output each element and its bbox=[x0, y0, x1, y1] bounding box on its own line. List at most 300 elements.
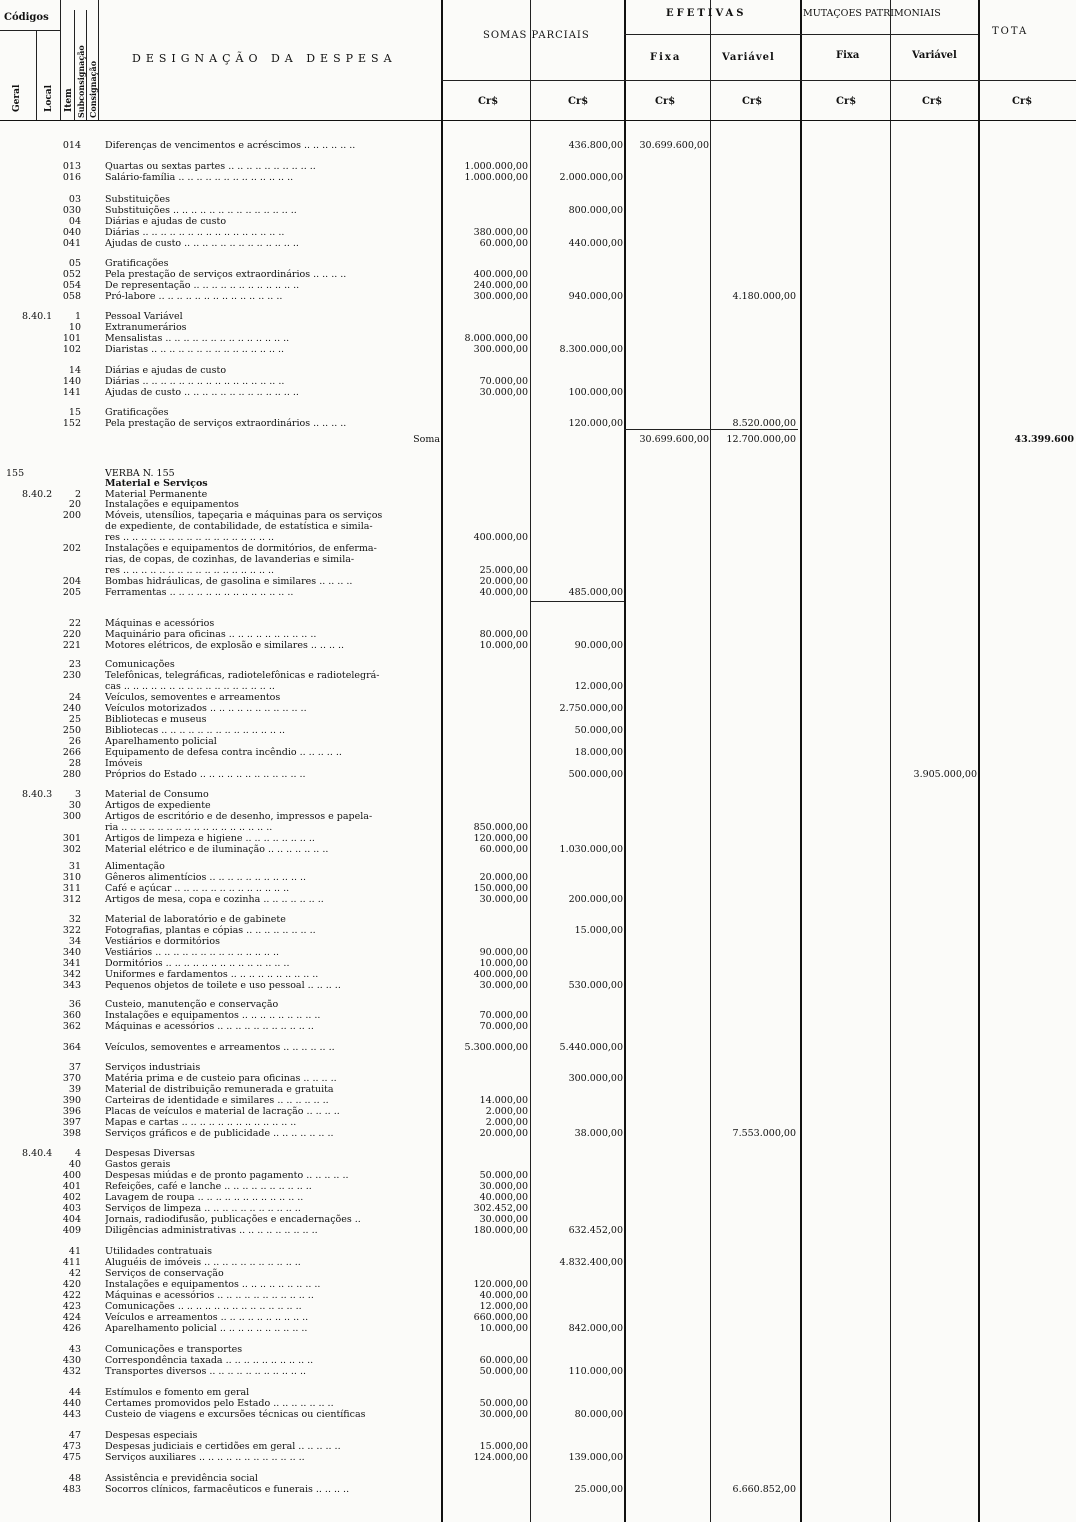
designacao-text: Pela prestação de serviços extraordinários .. .. .. .. bbox=[105, 269, 347, 280]
designacao-text: Serviços industriais bbox=[105, 1062, 201, 1073]
designacao-text: Comunicações bbox=[105, 659, 175, 670]
designacao-text: Refeições, café e lanche .. .. .. .. .. .. .. .. .. .. bbox=[105, 1181, 312, 1192]
code-geral: 8.40.4 bbox=[22, 1148, 53, 1159]
designacao-text: Maquinário para oficinas .. .. .. .. .. .. .. .. .. .. bbox=[105, 629, 317, 640]
partial-sum-2: 2.000.000,00 bbox=[559, 172, 623, 183]
code-geral: 8.40.3 bbox=[22, 789, 53, 800]
rule-subtotal-material bbox=[530, 601, 624, 602]
table-row bbox=[0, 811, 1076, 822]
code-consignacao: 364 bbox=[62, 1042, 81, 1053]
table-row bbox=[0, 1042, 1076, 1053]
designacao-text: Móveis, utensílios, tapeçaria e máquinas para os serviços bbox=[105, 510, 383, 521]
code-consignacao: 140 bbox=[62, 376, 81, 387]
table-row bbox=[0, 1279, 1076, 1290]
designacao-text: Estímulos e fomento em geral bbox=[105, 1387, 250, 1398]
designacao-text: Telefônicas, telegráficas, radiotelefônicas e radiotelegrá- bbox=[105, 670, 380, 681]
table-row bbox=[0, 758, 1076, 769]
partial-sum-2: 485.000,00 bbox=[568, 587, 623, 598]
designacao-text: Instalações e equipamentos de dormitórios, de enferma- bbox=[105, 543, 377, 554]
header-subconsignacao: Subconsignação bbox=[76, 45, 86, 118]
table-row bbox=[0, 1225, 1076, 1236]
partial-sum-1: 60.000,00 bbox=[479, 1355, 528, 1366]
header-currency-fixa: Cr$ bbox=[655, 96, 676, 107]
partial-sum-2: 15.000,00 bbox=[574, 925, 623, 936]
table-row bbox=[0, 640, 1076, 651]
table-row bbox=[0, 800, 1076, 811]
code-consignacao: 411 bbox=[62, 1257, 81, 1268]
code-consignacao: 342 bbox=[62, 969, 81, 980]
designacao-text: Despesas miúdas e de pronto pagamento .. .. .. .. .. bbox=[105, 1170, 349, 1181]
designacao-text: Substituições bbox=[105, 194, 170, 205]
partial-sum-1: 8.000.000,00 bbox=[464, 333, 528, 344]
designacao-text: Gêneros alimentícios .. .. .. .. .. .. .. .. .. .. .. bbox=[105, 872, 307, 883]
table-row bbox=[0, 692, 1076, 703]
code-consignacao: 221 bbox=[62, 640, 81, 651]
table-row bbox=[0, 565, 1076, 576]
designacao-text: Vestiários .. .. .. .. .. .. .. .. .. .. .. .. .. .. bbox=[105, 947, 280, 958]
code-consignacao: 397 bbox=[62, 1117, 81, 1128]
code-consignacao: 30 bbox=[68, 800, 81, 811]
designacao-text: Bibliotecas e museus bbox=[105, 714, 207, 725]
table-row bbox=[0, 747, 1076, 758]
code-consignacao: 432 bbox=[62, 1366, 81, 1377]
partial-sum-1: 50.000,00 bbox=[479, 1398, 528, 1409]
designacao-text: Material elétrico e de iluminação .. .. .. .. .. .. .. bbox=[105, 844, 329, 855]
rule-subheader-bottom bbox=[441, 80, 1076, 81]
table-row bbox=[0, 543, 1076, 554]
partial-sum-1: 1.000.000,00 bbox=[464, 172, 528, 183]
code-consignacao: 440 bbox=[62, 1398, 81, 1409]
code-consignacao: 041 bbox=[62, 238, 81, 249]
code-consignacao: 362 bbox=[62, 1021, 81, 1032]
code-geral: 8.40.2 bbox=[22, 489, 53, 500]
partial-sum-1: 302.452,00 bbox=[473, 1203, 528, 1214]
code-consignacao: 4 bbox=[74, 1148, 81, 1159]
table-row bbox=[0, 1473, 1076, 1484]
designacao-text: de expediente, de contabilidade, de estatística e simila- bbox=[105, 521, 373, 532]
designacao-text: Aluguéis de imóveis .. .. .. .. .. .. .. .. .. .. .. bbox=[105, 1257, 301, 1268]
partial-sum-1: 2.000,00 bbox=[485, 1106, 528, 1117]
code-consignacao: 016 bbox=[62, 172, 81, 183]
code-consignacao: 101 bbox=[62, 333, 81, 344]
designacao-text: Gratificações bbox=[105, 258, 169, 269]
designacao-text: Serviços de limpeza .. .. .. .. .. .. .. .. .. .. .. bbox=[105, 1203, 301, 1214]
partial-sum-1: 70.000,00 bbox=[479, 1010, 528, 1021]
header-currency-variavel: Cr$ bbox=[742, 96, 763, 107]
table-row bbox=[0, 1268, 1076, 1279]
table-row bbox=[0, 1021, 1076, 1032]
designacao-text: De representação .. .. .. .. .. .. .. .. .. .. .. .. bbox=[105, 280, 300, 291]
designacao-text: Substituições .. .. .. .. .. .. .. .. .. .. .. .. .. .. bbox=[105, 205, 297, 216]
designacao-text: Custeio, manutenção e conservação bbox=[105, 999, 279, 1010]
code-consignacao: 44 bbox=[68, 1387, 81, 1398]
designacao-text: Diaristas .. .. .. .. .. .. .. .. .. .. .. .. .. .. .. bbox=[105, 344, 285, 355]
partial-sum-2: 8.300.000,00 bbox=[559, 344, 623, 355]
code-consignacao: 36 bbox=[68, 999, 81, 1010]
header-total: TOTA bbox=[992, 26, 1029, 37]
partial-sum-1: 90.000,00 bbox=[479, 947, 528, 958]
partial-sum-1: 180.000,00 bbox=[473, 1225, 528, 1236]
partial-sum-1: 120.000,00 bbox=[473, 833, 528, 844]
table-row bbox=[0, 1203, 1076, 1214]
partial-sum-1: 10.000,00 bbox=[479, 958, 528, 969]
designacao-text: Placas de veículos e material de lacração .. .. .. .. bbox=[105, 1106, 340, 1117]
efetiva-variavel-value: 4.180.000,00 bbox=[732, 291, 796, 302]
designacao-text: Despesas Diversas bbox=[105, 1148, 195, 1159]
partial-sum-1: 120.000,00 bbox=[473, 1279, 528, 1290]
code-consignacao: 220 bbox=[62, 629, 81, 640]
partial-sum-2: 632.452,00 bbox=[568, 1225, 623, 1236]
code-consignacao: 312 bbox=[62, 894, 81, 905]
designacao-text: Serviços gráficos e de publicidade .. .. .. .. .. .. .. bbox=[105, 1128, 334, 1139]
designacao-text: Gratificações bbox=[105, 407, 169, 418]
partial-sum-2: 100.000,00 bbox=[568, 387, 623, 398]
table-row bbox=[0, 1128, 1076, 1139]
code-consignacao: 401 bbox=[62, 1181, 81, 1192]
header-efetivas-variavel: Variável bbox=[722, 52, 775, 63]
header-efetivas-fixa: Fixa bbox=[650, 52, 682, 63]
designacao-text: Diferenças de vencimentos e acréscimos .. .. .. .. .. .. bbox=[105, 140, 356, 151]
table-row bbox=[0, 1106, 1076, 1117]
table-row bbox=[0, 1159, 1076, 1170]
designacao-text: Uniformes e fardamentos .. .. .. .. .. .. .. .. .. .. bbox=[105, 969, 319, 980]
partial-sum-1: 70.000,00 bbox=[479, 376, 528, 387]
designacao-text: Ajudas de custo .. .. .. .. .. .. .. .. .. .. .. .. .. bbox=[105, 387, 299, 398]
code-consignacao: 05 bbox=[68, 258, 81, 269]
designacao-text: res .. .. .. .. .. .. .. .. .. .. .. .. .. .. .. .. .. bbox=[105, 565, 275, 576]
table-row bbox=[0, 844, 1076, 855]
code-geral: 155 bbox=[6, 468, 25, 479]
code-consignacao: 058 bbox=[62, 291, 81, 302]
table-row bbox=[0, 1073, 1076, 1084]
designacao-text: Assistência e previdência social bbox=[105, 1473, 258, 1484]
code-geral: 8.40.1 bbox=[22, 311, 53, 322]
partial-sum-1: 60.000,00 bbox=[479, 844, 528, 855]
code-consignacao: 054 bbox=[62, 280, 81, 291]
table-row bbox=[0, 333, 1076, 344]
partial-sum-2: 436.800,00 bbox=[568, 140, 623, 151]
table-row bbox=[0, 725, 1076, 736]
partial-sum-1: 124.000,00 bbox=[473, 1452, 528, 1463]
partial-sum-2: 4.832.400,00 bbox=[559, 1257, 623, 1268]
table-row bbox=[0, 1084, 1076, 1095]
designacao-text: ria .. .. .. .. .. .. .. .. .. .. .. .. .. .. .. .. .. bbox=[105, 822, 273, 833]
table-row bbox=[0, 344, 1076, 355]
code-consignacao: 475 bbox=[62, 1452, 81, 1463]
table-row bbox=[0, 958, 1076, 969]
designacao-text: Pequenos objetos de toilete e uso pessoal .. .. .. .. bbox=[105, 980, 341, 991]
partial-sum-1: 30.000,00 bbox=[479, 1181, 528, 1192]
code-consignacao: 430 bbox=[62, 1355, 81, 1366]
header-somas-parciais: SOMAS PARCIAIS bbox=[483, 30, 590, 41]
code-consignacao: 28 bbox=[68, 758, 81, 769]
table-row bbox=[0, 1301, 1076, 1312]
designacao-text: Imóveis bbox=[105, 758, 143, 769]
table-row bbox=[0, 387, 1076, 398]
header-local: Local bbox=[44, 84, 54, 112]
table-row bbox=[0, 1095, 1076, 1106]
code-consignacao: 266 bbox=[62, 747, 81, 758]
code-consignacao: 04 bbox=[68, 216, 81, 227]
code-consignacao: 360 bbox=[62, 1010, 81, 1021]
table-row bbox=[0, 822, 1076, 833]
code-consignacao: 47 bbox=[68, 1430, 81, 1441]
code-consignacao: 402 bbox=[62, 1192, 81, 1203]
table-row bbox=[0, 629, 1076, 640]
designacao-text: Diárias e ajudas de custo bbox=[105, 365, 227, 376]
designacao-text: Ferramentas .. .. .. .. .. .. .. .. .. .. .. .. .. .. bbox=[105, 587, 294, 598]
header-mutacoes: MUTAÇOES PATRIMONIAIS bbox=[803, 8, 941, 19]
table-row bbox=[0, 1010, 1076, 1021]
designacao-text: Comunicações e transportes bbox=[105, 1344, 243, 1355]
code-consignacao: 403 bbox=[62, 1203, 81, 1214]
table-row bbox=[0, 365, 1076, 376]
partial-sum-1: 50.000,00 bbox=[479, 1170, 528, 1181]
table-row bbox=[0, 1409, 1076, 1420]
table-row bbox=[0, 205, 1076, 216]
code-consignacao: 301 bbox=[62, 833, 81, 844]
code-consignacao: 03 bbox=[68, 194, 81, 205]
designacao-text: Dormitórios .. .. .. .. .. .. .. .. .. .. .. .. .. .. bbox=[105, 958, 290, 969]
table-row bbox=[0, 1387, 1076, 1398]
mutacao-variavel-value: 3.905.000,00 bbox=[913, 769, 977, 780]
designacao-text: Veículos motorizados .. .. .. .. .. .. .. .. .. .. .. bbox=[105, 703, 307, 714]
code-consignacao: 422 bbox=[62, 1290, 81, 1301]
table-row bbox=[0, 714, 1076, 725]
code-consignacao: 404 bbox=[62, 1214, 81, 1225]
code-consignacao: 141 bbox=[62, 387, 81, 398]
table-row bbox=[0, 1181, 1076, 1192]
code-consignacao: 230 bbox=[62, 670, 81, 681]
code-consignacao: 423 bbox=[62, 1301, 81, 1312]
partial-sum-1: 40.000,00 bbox=[479, 1192, 528, 1203]
designacao-text: Artigos de expediente bbox=[105, 800, 211, 811]
partial-sum-1: 80.000,00 bbox=[479, 629, 528, 640]
partial-sum-1: 240.000,00 bbox=[473, 280, 528, 291]
code-consignacao: 39 bbox=[68, 1084, 81, 1095]
designacao-text: Certames promovidos pelo Estado .. .. .. .. .. .. .. bbox=[105, 1398, 334, 1409]
designacao-text: Motores elétricos, de explosão e similares .. .. .. .. bbox=[105, 640, 345, 651]
designacao-text: Pessoal Variável bbox=[105, 311, 183, 322]
code-consignacao: 48 bbox=[68, 1473, 81, 1484]
header-mutacoes-variavel: Variável bbox=[912, 50, 957, 61]
table-row bbox=[0, 1344, 1076, 1355]
partial-sum-1: 300.000,00 bbox=[473, 291, 528, 302]
partial-sum-2: 200.000,00 bbox=[568, 894, 623, 905]
table-row bbox=[0, 1257, 1076, 1268]
designacao-text: Material de Consumo bbox=[105, 789, 209, 800]
partial-sum-1: 30.000,00 bbox=[479, 1214, 528, 1225]
code-consignacao: 15 bbox=[68, 407, 81, 418]
table-row bbox=[0, 1192, 1076, 1203]
designacao-text: Máquinas e acessórios .. .. .. .. .. .. .. .. .. .. .. bbox=[105, 1021, 314, 1032]
designacao-text: Material e Serviços bbox=[105, 478, 208, 489]
partial-sum-2: 1.030.000,00 bbox=[559, 844, 623, 855]
table-row bbox=[0, 703, 1076, 714]
designacao-text: Vestiários e dormitórios bbox=[105, 936, 220, 947]
header-efetivas: EFETIVAS bbox=[666, 8, 747, 19]
partial-sum-2: 2.750.000,00 bbox=[559, 703, 623, 714]
table-row bbox=[0, 618, 1076, 629]
code-consignacao: 41 bbox=[68, 1246, 81, 1257]
designacao-text: Despesas judiciais e certidões em geral .. .. .. .. .. bbox=[105, 1441, 341, 1452]
partial-sum-2: 800.000,00 bbox=[568, 205, 623, 216]
table-row bbox=[0, 1246, 1076, 1257]
code-consignacao: 42 bbox=[68, 1268, 81, 1279]
partial-sum-1: 20.000,00 bbox=[479, 576, 528, 587]
table-row bbox=[0, 407, 1076, 418]
rule-group-header-bottom bbox=[624, 34, 978, 35]
code-consignacao: 2 bbox=[74, 489, 81, 500]
partial-sum-2: 18.000,00 bbox=[574, 747, 623, 758]
designacao-text: Salário-família .. .. .. .. .. .. .. .. .. .. .. .. .. bbox=[105, 172, 294, 183]
partial-sum-2: 940.000,00 bbox=[568, 291, 623, 302]
partial-sum-1: 50.000,00 bbox=[479, 1366, 528, 1377]
header-mutacoes-fixa: Fixa bbox=[836, 50, 860, 61]
code-consignacao: 014 bbox=[62, 140, 81, 151]
designacao-text: Socorros clínicos, farmacêuticos e funerais .. .. .. .. bbox=[105, 1484, 350, 1495]
designacao-text: VERBA N. 155 bbox=[105, 468, 175, 479]
code-consignacao: 37 bbox=[68, 1062, 81, 1073]
table-row bbox=[0, 894, 1076, 905]
designacao-text: Artigos de mesa, copa e cozinha .. .. .. .. .. .. .. bbox=[105, 894, 324, 905]
header-currency-mut-variavel: Cr$ bbox=[922, 96, 943, 107]
table-row bbox=[0, 947, 1076, 958]
partial-sum-2: 50.000,00 bbox=[574, 725, 623, 736]
designacao-text: Café e açúcar .. .. .. .. .. .. .. .. .. .. .. .. .. bbox=[105, 883, 290, 894]
partial-sum-1: 10.000,00 bbox=[479, 1323, 528, 1334]
table-row bbox=[0, 789, 1076, 800]
designacao-text: Alimentação bbox=[105, 861, 165, 872]
rule-code-columns bbox=[98, 0, 99, 120]
table-row bbox=[0, 736, 1076, 747]
table-row bbox=[0, 1441, 1076, 1452]
partial-sum-1: 60.000,00 bbox=[479, 238, 528, 249]
rule-codigos-split bbox=[60, 0, 61, 120]
table-row bbox=[0, 499, 1076, 510]
designacao-text: Pela prestação de serviços extraordinários .. .. .. .. bbox=[105, 418, 347, 429]
header-geral: Geral bbox=[12, 84, 22, 112]
table-row bbox=[0, 322, 1076, 333]
designacao-text: Soma bbox=[413, 434, 440, 445]
partial-sum-1: 15.000,00 bbox=[479, 1441, 528, 1452]
table-row bbox=[0, 172, 1076, 183]
code-consignacao: 3 bbox=[74, 789, 81, 800]
header-item: Item bbox=[64, 88, 74, 112]
code-consignacao: 400 bbox=[62, 1170, 81, 1181]
partial-sum-2: 80.000,00 bbox=[574, 1409, 623, 1420]
partial-sum-2: 90.000,00 bbox=[574, 640, 623, 651]
table-row bbox=[0, 532, 1076, 543]
code-consignacao: 473 bbox=[62, 1441, 81, 1452]
table-row bbox=[0, 269, 1076, 280]
partial-sum-1: 14.000,00 bbox=[479, 1095, 528, 1106]
designacao-text: cas .. .. .. .. .. .. .. .. .. .. .. .. .. .. .. .. .. bbox=[105, 681, 275, 692]
code-consignacao: 398 bbox=[62, 1128, 81, 1139]
partial-sum-1: 40.000,00 bbox=[479, 587, 528, 598]
code-consignacao: 341 bbox=[62, 958, 81, 969]
table-row bbox=[0, 1062, 1076, 1073]
designacao-text: Aparelhamento policial .. .. .. .. .. .. .. .. .. .. bbox=[105, 1323, 308, 1334]
code-consignacao: 31 bbox=[68, 861, 81, 872]
table-row bbox=[0, 258, 1076, 269]
code-consignacao: 409 bbox=[62, 1225, 81, 1236]
efetiva-fixa-value: 30.699.600,00 bbox=[639, 434, 709, 445]
partial-sum-1: 400.000,00 bbox=[473, 532, 528, 543]
code-consignacao: 32 bbox=[68, 914, 81, 925]
table-row bbox=[0, 434, 1076, 445]
code-consignacao: 300 bbox=[62, 811, 81, 822]
code-consignacao: 310 bbox=[62, 872, 81, 883]
table-row bbox=[0, 194, 1076, 205]
table-row bbox=[0, 418, 1076, 429]
table-row bbox=[0, 554, 1076, 565]
efetiva-variavel-value: 12.700.000,00 bbox=[726, 434, 796, 445]
designacao-text: Instalações e equipamentos .. .. .. .. .. .. .. .. .. bbox=[105, 1279, 321, 1290]
code-consignacao: 23 bbox=[68, 659, 81, 670]
designacao-text: Diárias .. .. .. .. .. .. .. .. .. .. .. .. .. .. .. .. bbox=[105, 227, 285, 238]
designacao-text: Mensalistas .. .. .. .. .. .. .. .. .. .. .. .. .. .. bbox=[105, 333, 290, 344]
code-consignacao: 370 bbox=[62, 1073, 81, 1084]
partial-sum-2: 500.000,00 bbox=[568, 769, 623, 780]
designacao-text: Equipamento de defesa contra incêndio .. .. .. .. .. bbox=[105, 747, 342, 758]
header-consignacao: Consignação bbox=[88, 60, 98, 118]
efetiva-variavel-value: 6.660.852,00 bbox=[732, 1484, 796, 1495]
table-row bbox=[0, 936, 1076, 947]
partial-sum-2: 38.000,00 bbox=[574, 1128, 623, 1139]
partial-sum-1: 30.000,00 bbox=[479, 894, 528, 905]
code-consignacao: 311 bbox=[62, 883, 81, 894]
table-row bbox=[0, 478, 1076, 489]
partial-sum-1: 380.000,00 bbox=[473, 227, 528, 238]
designacao-text: Carteiras de identidade e similares .. .. .. .. .. .. bbox=[105, 1095, 329, 1106]
table-row bbox=[0, 238, 1076, 249]
efetiva-variavel-value: 7.553.000,00 bbox=[732, 1128, 796, 1139]
designacao-text: Mapas e cartas .. .. .. .. .. .. .. .. .. .. .. .. .. bbox=[105, 1117, 297, 1128]
designacao-text: Instalações e equipamentos .. .. .. .. .. .. .. .. .. bbox=[105, 1010, 321, 1021]
rule-soma-top bbox=[624, 429, 798, 430]
table-row bbox=[0, 280, 1076, 291]
header-codigos: Códigos bbox=[4, 12, 49, 23]
designacao-text: Artigos de escritório e de desenho, impressos e papela- bbox=[105, 811, 373, 822]
table-row bbox=[0, 1117, 1076, 1128]
partial-sum-2: 139.000,00 bbox=[568, 1452, 623, 1463]
code-consignacao: 250 bbox=[62, 725, 81, 736]
code-consignacao: 202 bbox=[62, 543, 81, 554]
designacao-text: Bombas hidráulicas, de gasolina e similares .. .. .. .. bbox=[105, 576, 353, 587]
table-row bbox=[0, 1398, 1076, 1409]
designacao-text: Correspondência taxada .. .. .. .. .. .. .. .. .. .. bbox=[105, 1355, 314, 1366]
table-row bbox=[0, 872, 1076, 883]
code-consignacao: 322 bbox=[62, 925, 81, 936]
designacao-text: Diárias .. .. .. .. .. .. .. .. .. .. .. .. .. .. .. .. bbox=[105, 376, 285, 387]
total-value: 43.399.600 bbox=[1014, 434, 1074, 445]
table-row bbox=[0, 969, 1076, 980]
code-consignacao: 204 bbox=[62, 576, 81, 587]
efetiva-variavel-value: 8.520.000,00 bbox=[732, 418, 796, 429]
table-row bbox=[0, 883, 1076, 894]
code-consignacao: 390 bbox=[62, 1095, 81, 1106]
partial-sum-1: 660.000,00 bbox=[473, 1312, 528, 1323]
designacao-text: res .. .. .. .. .. .. .. .. .. .. .. .. .. .. .. .. .. bbox=[105, 532, 275, 543]
code-consignacao: 280 bbox=[62, 769, 81, 780]
rule-item bbox=[74, 10, 75, 120]
table-row bbox=[0, 999, 1076, 1010]
designacao-text: Extranumerários bbox=[105, 322, 187, 333]
table-row bbox=[0, 161, 1076, 172]
code-consignacao: 20 bbox=[68, 499, 81, 510]
partial-sum-2: 12.000,00 bbox=[574, 681, 623, 692]
